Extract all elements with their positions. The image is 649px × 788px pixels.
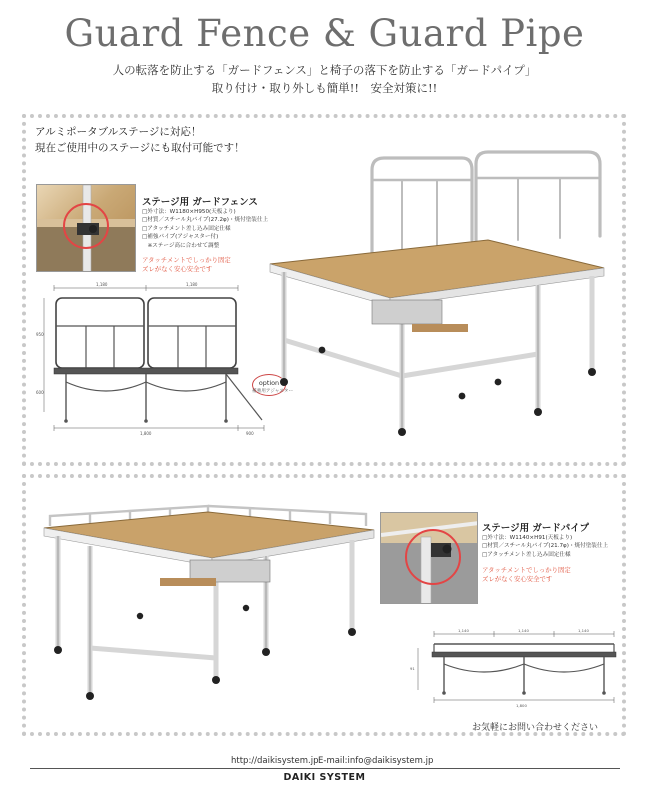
subtitle-line-1: 人の転落を防止する「ガードフェンス」と椅子の落下を防止する「ガードパイプ」: [112, 63, 537, 77]
option-badge: option: [252, 374, 286, 396]
note-line: アタッチメントでしっかり固定: [142, 256, 231, 264]
spec-item: □外寸法：W1140×H91(天板より): [482, 535, 573, 541]
dim-label: 1,800: [516, 703, 527, 708]
dim-label: 900: [246, 431, 254, 436]
website-link[interactable]: http://daikisystem.jp: [231, 756, 319, 766]
note-line: ズレがなく安心安全です: [142, 265, 213, 274]
page-title: Guard Fence & Guard Pipe: [64, 12, 585, 55]
fence-product-title: ステージ用 ガードフェンス: [142, 197, 258, 208]
stage-with-guard-fence-image: [262, 140, 612, 440]
dim-label: 1,140: [458, 628, 469, 633]
spec-item: □アタッチメント差し込み固定仕様: [482, 551, 571, 558]
dim-label: 600: [36, 390, 44, 395]
note-line: アタッチメントでしっかり固定: [482, 566, 571, 574]
note-line: ズレがなく安心安全です: [482, 575, 553, 584]
pipe-product-title: ステージ用 ガードパイプ: [482, 523, 589, 534]
section-heading-1: アルミポータブルステージに対応！: [35, 126, 202, 138]
fence-attachment-note: [142, 256, 231, 275]
highlight-circle: [63, 203, 109, 249]
spec-item: □アタッチメント差し込み固定仕様: [142, 225, 231, 232]
dim-label: 1,800: [140, 431, 152, 436]
spec-item: □外寸法：W1180×H950(天板より): [142, 209, 236, 215]
spec-item: ※ステージ高に合わせて調整: [142, 242, 220, 249]
fence-spec-list: [142, 208, 268, 250]
footer-divider: [30, 768, 620, 769]
stage-with-guard-pipe-image: [40, 498, 380, 708]
highlight-circle: [405, 529, 461, 585]
pipe-attachment-note: [482, 566, 571, 585]
guard-fence-technical-drawing: [36, 282, 272, 438]
pipe-attachment-closeup-photo: [380, 512, 478, 604]
dim-label: 91: [410, 666, 415, 671]
email-link[interactable]: E-mail:info@daikisystem.jp: [318, 756, 434, 766]
spec-item: □材質／スチール丸パイプ(27.2φ)・焼付塗装仕上: [142, 217, 269, 224]
dim-label: 1,140: [518, 628, 529, 633]
company-logo: DAIKI SYSTEM: [283, 772, 366, 783]
dim-label: 950: [36, 332, 44, 337]
fence-attachment-closeup-photo: [36, 184, 136, 272]
spec-item: □材質／スチール丸パイプ(21.7φ)・焼付塗装仕上: [482, 543, 609, 550]
spec-item: □補強パイプ(アジャスター付): [142, 234, 219, 241]
option-caption: 補強用アジャスター: [252, 389, 294, 394]
dim-label: 1,180: [186, 282, 198, 287]
section-heading-2: 現在ご使用中のステージにも取付可能です！: [35, 142, 245, 154]
contact-note: お気軽にお問い合わせください: [472, 723, 599, 733]
pipe-spec-list: [482, 534, 608, 559]
dim-label: 1,140: [578, 628, 589, 633]
guard-pipe-technical-drawing: [410, 628, 620, 708]
dim-label: 1,180: [96, 282, 108, 287]
subtitle-line-2: 取り付け・取り外しも簡単!! 安全対策に!!: [211, 81, 438, 95]
